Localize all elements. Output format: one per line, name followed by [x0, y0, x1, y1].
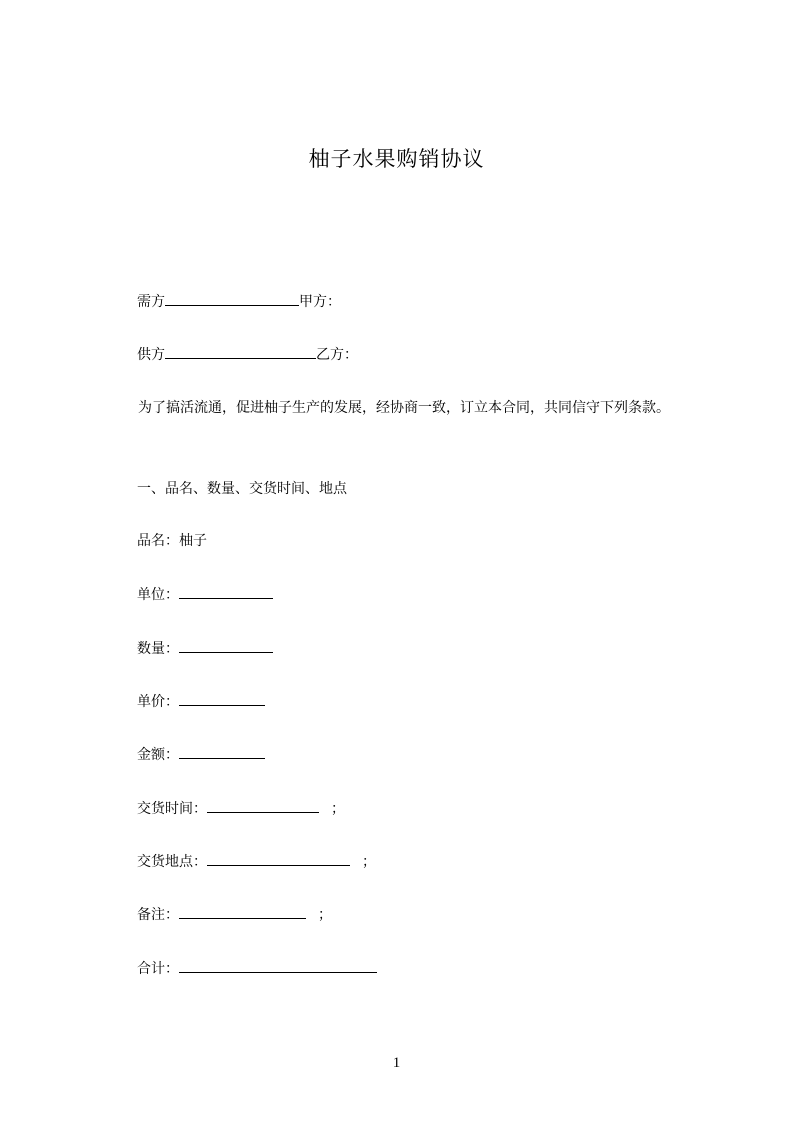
delivery-place-label: 交货地点： — [137, 854, 207, 870]
unit-line — [137, 583, 273, 606]
delivery-time-line — [137, 797, 345, 820]
amount-blank — [179, 743, 265, 759]
product-name-value: 柚子 — [179, 533, 207, 549]
section1-heading: 一、品名、数量、交货时间、地点 — [137, 481, 347, 497]
unit-label: 单位： — [137, 587, 179, 603]
unit-price-blank — [179, 690, 265, 706]
remarks-line — [137, 903, 332, 926]
total-label: 合计： — [137, 961, 179, 977]
quantity-blank — [179, 637, 273, 653]
preamble-text: 为了搞活流通，促进柚子生产的发展，经协商一致，订立本合同，共同信守下列条款。 — [138, 400, 670, 416]
quantity-line — [137, 637, 273, 660]
document-title: 柚子水果购销协议 — [308, 147, 485, 171]
delivery-place-line — [137, 850, 376, 873]
amount-line — [137, 743, 265, 766]
amount-label: 金额： — [137, 747, 179, 763]
delivery-time-semicolon: ； — [331, 801, 345, 817]
delivery-place-blank — [207, 850, 350, 866]
supply-party-line — [137, 343, 358, 366]
delivery-time-label: 交货时间： — [137, 801, 207, 817]
total-blank — [179, 957, 377, 973]
preamble-paragraph — [105, 393, 705, 423]
unit-blank — [179, 583, 273, 599]
remarks-semicolon: ； — [318, 907, 332, 923]
demand-blank — [165, 290, 299, 306]
quantity-label: 数量： — [137, 641, 179, 657]
page-number: 1 — [392, 1055, 401, 1071]
delivery-time-blank — [207, 797, 319, 813]
party-a-label: 甲方： — [299, 294, 341, 310]
remarks-label: 备注： — [137, 907, 179, 923]
supply-blank — [165, 343, 316, 359]
supply-label: 供方 — [137, 347, 165, 363]
delivery-place-semicolon: ； — [362, 854, 376, 870]
party-b-label: 乙方： — [316, 347, 358, 363]
demand-party-line — [137, 290, 341, 313]
unit-price-line — [137, 690, 265, 713]
unit-price-label: 单价： — [137, 694, 179, 710]
product-name-line — [137, 530, 207, 552]
remarks-blank — [179, 903, 306, 919]
product-name-label: 品名： — [137, 533, 179, 549]
demand-label: 需方 — [137, 294, 165, 310]
total-line — [137, 957, 377, 980]
